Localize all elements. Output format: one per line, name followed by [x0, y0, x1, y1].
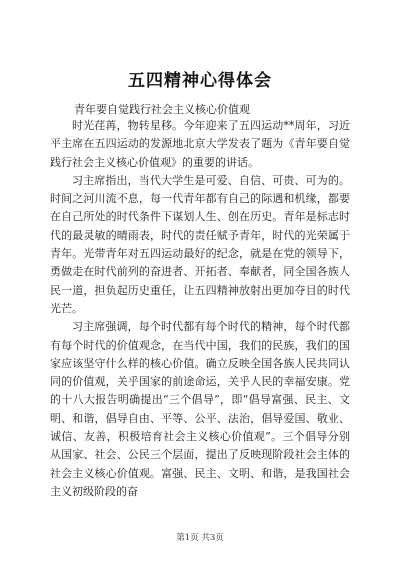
- paragraph: 时光荏苒，物转星移。今年迎来了五四运动**周年，习近平主席在五四运动的发源地北京大学发表了题为《青年要自觉践行社会主义核心价值观》的重要的讲话。: [50, 119, 350, 169]
- document-title: 五四精神心得体会: [128, 71, 272, 91]
- paragraph: 习主席强调，每个时代都有每个时代的精神，每个时代都有每个时代的价值观念，在当代中国，我们的民族，我们的国家应该坚守什么样的核心价值。确立反映全国各族人民共同认同的价值观，关乎国家的前途命运，关乎人民的幸福安康。党的十八大报告明确提出“三个倡导”，即“倡导富强、民主、文明、和谐，倡导自由、平等、公平、法治，倡导爱国、敬业、诚信、友善，积极培育社会主义核心价值观”。三个倡导分别从国家、社会、公民三个层面，提出了反映现阶段社会主体的社会主义核心价值观。富强、民主、文明、和谐，是我国社会主义初级阶段的奋: [50, 320, 350, 498]
- page-number-footer: 第1页 共3页: [176, 533, 224, 543]
- paragraph: 习主席指出，当代大学生是可爱、自信、可贵、可为的。时间之河川流不息，每一代青年都有自己的际遇和机缘，都要在自己所处的时代条件下谋划人生、创在历史。青年是标志时代的最灵敏的晴雨表，时代的责任赋予青年，时代的光荣属于青年。光带青年对五四运动最好的纪念，就是在党的领导下，勇做走在时代前列的奋进者、开拓者、奉献者，同全国各族人民一道，担负起历史重任，让五四精神放射出更加夺目的时代光芒。: [50, 173, 350, 315]
- document-subtitle: 青年要自觉践行社会主义核心价值观: [74, 103, 250, 116]
- document-body: [50, 117, 350, 501]
